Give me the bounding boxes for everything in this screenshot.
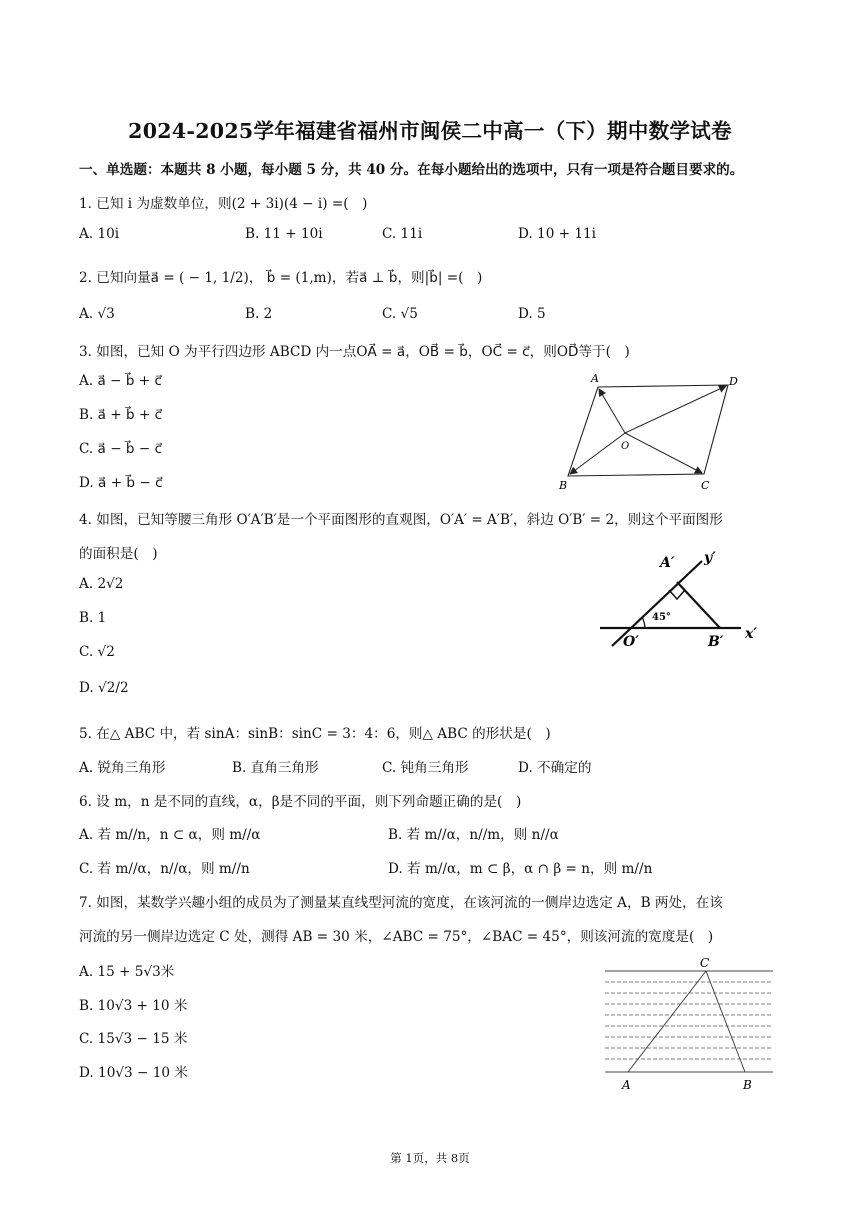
page-footer: 第 1页，共 8页: [390, 1151, 470, 1165]
q4-option-b: B. 1: [79, 610, 107, 626]
q6-option-c: C. 若 m//α，n//α，则 m//n: [79, 861, 250, 877]
question-4-stem-line1: 4. 如图，已知等腰三角形 O′A′B′是一个平面图形的直观图，O′A′ = A′B′，斜边 O′B′ = 2，则这个平面图形: [79, 512, 723, 528]
question-5-stem: 5. 在△ ABC 中，若 sinA：sinB：sinC = 3：4：6，则△ ABC 的形状是( ): [79, 726, 551, 742]
question-7-stem-line2: 河流的另一侧岸边选定 C 处，测得 AB = 30 米，∠ABC = 75°，∠BAC = 45°，则该河流的宽度是( ): [79, 929, 714, 945]
q3-option-d: D. a⃗ + b⃗ − c⃗: [79, 475, 163, 491]
question-6-stem: 6. 设 m，n 是不同的直线，α，β是不同的平面，则下列命题正确的是( ): [79, 794, 522, 810]
label-x-prime: x′: [745, 626, 758, 642]
q5-option-c: C. 钝角三角形: [382, 760, 469, 776]
label-a-prime: A′: [660, 555, 675, 571]
q2-option-d: D. 5: [518, 306, 546, 322]
label-c: C: [701, 479, 710, 492]
river-figure: [600, 955, 780, 1095]
q1-option-c: C. 11i: [382, 226, 423, 242]
angle-arc: [642, 617, 645, 628]
label-c: C: [700, 956, 710, 970]
label-b: B: [743, 1078, 752, 1092]
q7-option-a: A. 15 + 5√3米: [79, 964, 175, 980]
side-ac: [628, 971, 706, 1072]
q4-option-a: A. 2√2: [79, 576, 124, 592]
q2-option-c: C. √5: [382, 306, 418, 322]
question-4-stem-line2: 的面积是( ): [79, 546, 158, 562]
q5-option-b: B. 直角三角形: [232, 760, 319, 776]
q1-option-a: A. 10i: [79, 226, 120, 242]
vector-ob: [570, 433, 625, 474]
q5-option-d: D. 不确定的: [518, 760, 592, 776]
label-a: A: [591, 372, 599, 385]
q3-option-c: C. a⃗ − b⃗ − c⃗: [79, 441, 163, 457]
q3-option-b: B. a⃗ + b⃗ + c⃗: [79, 407, 163, 423]
vector-oc: [625, 433, 702, 473]
q7-option-d: D. 10√3 − 10 米: [79, 1065, 188, 1081]
question-3-stem: 3. 如图，已知 O 为平行四边形 ABCD 内一点OA⃗ = a⃗，OB⃗ = b⃗，OC⃗ = c⃗，则OD⃗等于( ): [79, 344, 630, 360]
side-ab: [677, 582, 720, 628]
label-y-prime: y′: [704, 550, 716, 566]
q6-option-b: B. 若 m//α，n//m，则 n//α: [388, 827, 559, 843]
page-title: 2024-2025学年福建省福州市闽侯二中高一（下）期中数学试卷: [128, 119, 732, 143]
q3-option-a: A. a⃗ − b⃗ + c⃗: [79, 373, 162, 389]
label-d: D: [729, 375, 738, 388]
parallelogram-figure: [555, 368, 750, 493]
q6-option-a: A. 若 m//n，n ⊂ α，则 m//α: [79, 827, 261, 843]
vector-oa: [599, 389, 625, 433]
question-1-stem: 1. 已知 i 为虚数单位，则(2 + 3i)(4 − i) =( ): [79, 196, 368, 212]
label-b: B: [559, 479, 568, 492]
label-45-degrees: 45°: [652, 612, 671, 623]
q7-option-b: B. 10√3 + 10 米: [79, 998, 188, 1014]
q2-option-b: B. 2: [245, 306, 273, 322]
q4-option-c: C. √2: [79, 644, 115, 660]
question-2-stem: 2. 已知向量a⃗ = ( − 1, 1/2)， b⃗ = (1,m)，若a⃗ ⊥ b⃗，则|b⃗| =( ): [79, 270, 483, 286]
section-heading: 一、单选题：本题共 8 小题，每小题 5 分，共 40 分。在每小题给出的选项中，只有一项是符合题目要求的。: [79, 162, 744, 178]
question-7-stem-line1: 7. 如图，某数学兴趣小组的成员为了测量某直线型河流的宽度，在该河流的一侧岸边选定 A，B 两处，在该: [79, 895, 723, 911]
q2-option-a: A. √3: [79, 306, 115, 322]
side-bc: [706, 971, 745, 1072]
q7-option-c: C. 15√3 − 15 米: [79, 1031, 188, 1047]
parallelogram-outline: [568, 385, 728, 476]
q5-option-a: A. 锐角三角形: [79, 760, 166, 776]
label-b-prime: B′: [708, 634, 724, 650]
label-a: A: [622, 1078, 631, 1092]
oblique-triangle-figure: [598, 545, 778, 653]
q1-option-d: D. 10 + 11i: [518, 226, 597, 242]
q4-option-d: D. √2/2: [79, 680, 129, 696]
vector-od: [625, 386, 726, 433]
label-o: O: [621, 441, 630, 452]
label-o-prime: O′: [623, 634, 639, 650]
q6-option-d: D. 若 m//α，m ⊂ β，α ∩ β = n，则 m//n: [388, 861, 653, 877]
q1-option-b: B. 11 + 10i: [245, 226, 323, 242]
